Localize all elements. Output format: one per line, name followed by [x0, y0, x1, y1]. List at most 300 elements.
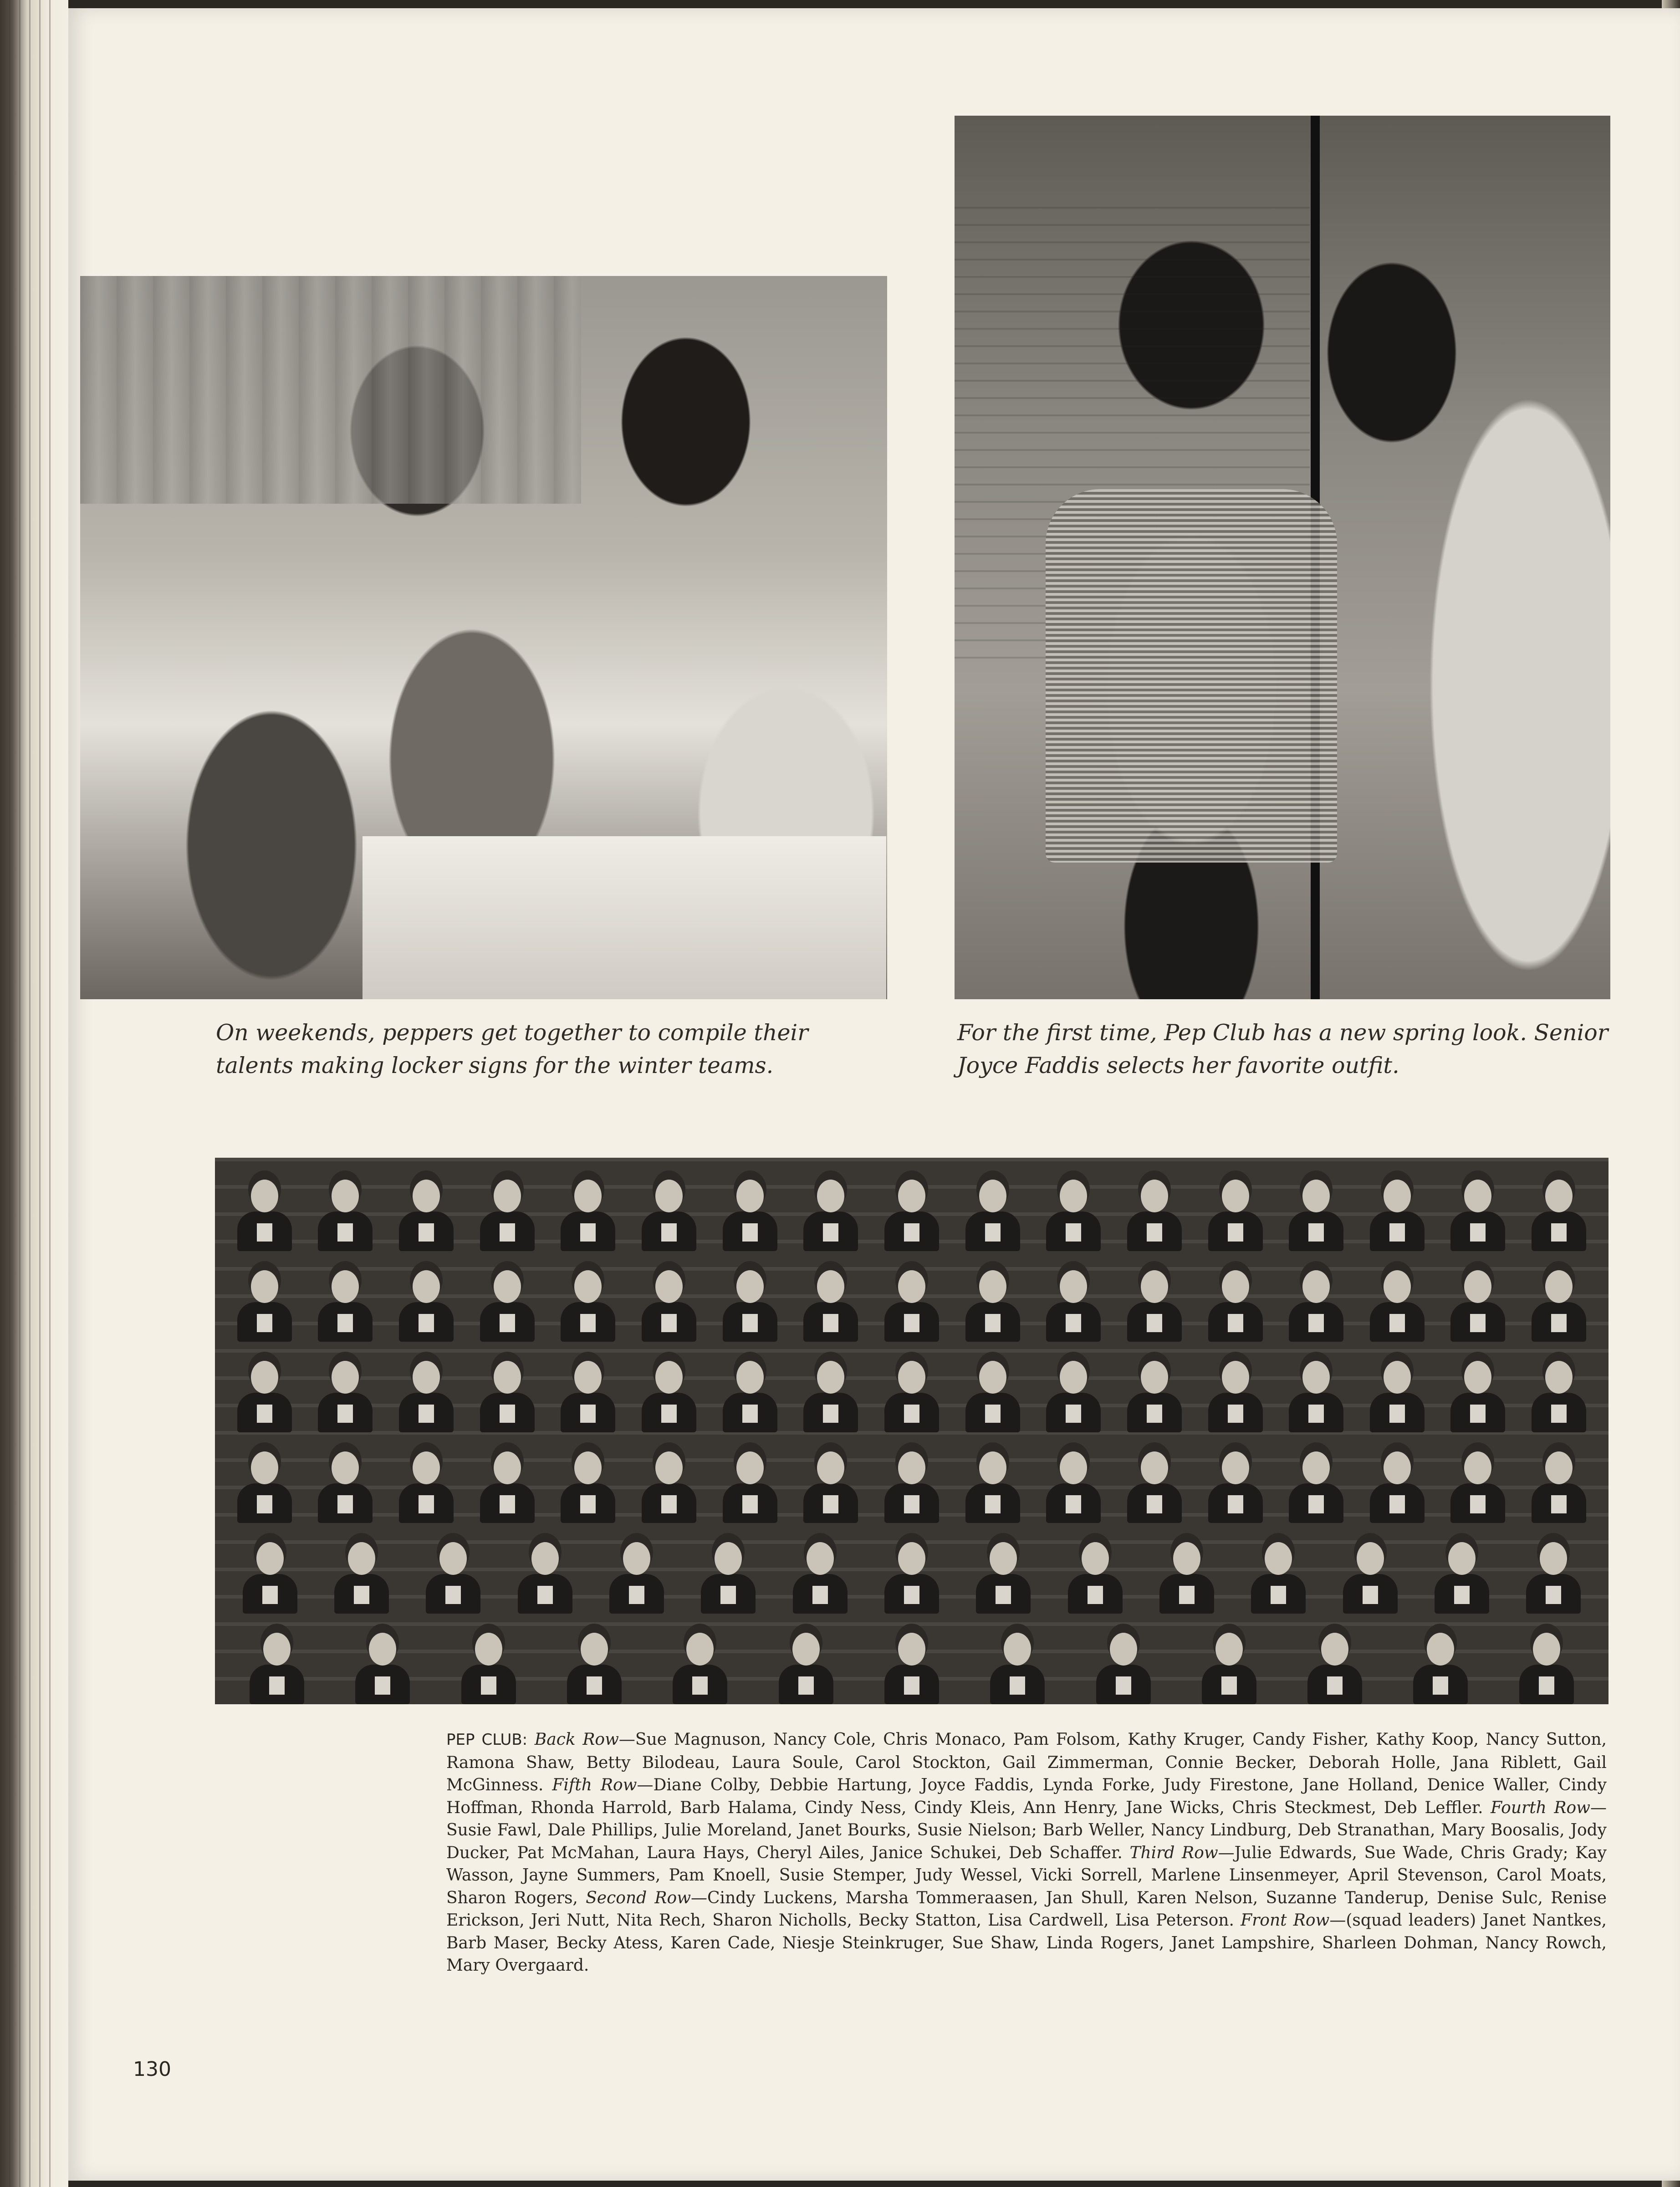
member-face	[1427, 1633, 1454, 1666]
club-member-figure	[1444, 1176, 1512, 1251]
sweater-letter-patch	[904, 1586, 919, 1604]
sweater-letter-patch	[1066, 1405, 1081, 1423]
club-member-figure	[1525, 1448, 1593, 1523]
sweater-letter-patch	[500, 1223, 515, 1242]
member-face	[736, 1180, 764, 1212]
sweater-letter-patch	[1470, 1405, 1486, 1423]
sweater-letter-patch	[1147, 1314, 1162, 1332]
member-face	[1060, 1270, 1087, 1303]
club-member-figure	[1525, 1267, 1593, 1342]
member-face	[898, 1451, 925, 1484]
member-face	[348, 1542, 375, 1575]
member-face	[1384, 1451, 1411, 1484]
roster-club-name: PEP CLUB:	[446, 1731, 528, 1749]
member-face	[898, 1361, 925, 1394]
sweater-letter-patch	[1308, 1405, 1324, 1423]
sweater-letter-patch	[720, 1586, 736, 1604]
sweater-letter-patch	[419, 1314, 434, 1332]
club-member-figure	[878, 1538, 946, 1614]
club-member-figure	[1282, 1176, 1350, 1251]
roster-row-label: Third Row	[1129, 1843, 1218, 1862]
sweater-letter-patch	[798, 1676, 814, 1695]
sweater-letter-patch	[1088, 1586, 1103, 1604]
member-face	[1215, 1633, 1243, 1666]
sweater-letter-patch	[419, 1495, 434, 1513]
sweater-letter-patch	[1271, 1586, 1286, 1604]
member-face	[1222, 1361, 1249, 1394]
sweater-letter-patch	[337, 1223, 353, 1242]
club-member-figure	[878, 1357, 946, 1432]
sweater-letter-patch	[661, 1314, 677, 1332]
member-face	[655, 1180, 683, 1212]
member-face	[792, 1633, 820, 1666]
roster-row-label: Fourth Row	[1491, 1798, 1590, 1817]
member-face	[817, 1361, 844, 1394]
sweater-letter-patch	[580, 1405, 596, 1423]
sweater-letter-patch	[1066, 1223, 1081, 1242]
club-member-figure	[959, 1176, 1027, 1251]
member-face	[898, 1180, 925, 1212]
roster-row-names: —Cindy Luckens, Marsha Tommeraasen, Jan Shull, Karen Nelson, Suzanne Tanderup, Denise Sulc, Renise Erickson, Jeri Nutt, Nita Rech, Sharon Nicholls, Becky Statton, Lisa Cardwell, Lisa Peterson.	[446, 1888, 1607, 1930]
member-face	[1302, 1451, 1330, 1484]
member-face	[817, 1451, 844, 1484]
club-member-figure	[1282, 1448, 1350, 1523]
sweater-letter-patch	[1147, 1223, 1162, 1242]
club-member-figure	[554, 1357, 622, 1432]
sweater-letter-patch	[354, 1586, 369, 1604]
club-member-figure	[1120, 1267, 1189, 1342]
sweater-letter-patch	[269, 1676, 285, 1695]
club-member-figure	[392, 1176, 460, 1251]
sweater-letter-patch	[1551, 1405, 1567, 1423]
club-member-figure	[666, 1629, 734, 1704]
club-member-figure	[473, 1357, 541, 1432]
member-face	[1110, 1633, 1137, 1666]
sweater-letter-patch	[823, 1223, 838, 1242]
club-member-figure	[554, 1448, 622, 1523]
club-member-figure	[1195, 1629, 1263, 1704]
member-face	[251, 1270, 278, 1303]
club-member-figure	[473, 1267, 541, 1342]
member-face	[1222, 1270, 1249, 1303]
club-member-figure	[236, 1538, 304, 1614]
club-member-figure	[392, 1357, 460, 1432]
member-face	[251, 1180, 278, 1212]
club-member-figure	[1444, 1448, 1512, 1523]
group-photo-row	[224, 1176, 1599, 1251]
sweater-letter-patch	[1228, 1405, 1243, 1423]
club-member-figure	[1153, 1538, 1221, 1614]
member-face	[413, 1180, 440, 1212]
sweater-letter-patch	[1389, 1495, 1405, 1513]
sweater-letter-patch	[823, 1314, 838, 1332]
roster-row-label: Back Row	[534, 1730, 619, 1749]
member-face	[623, 1542, 650, 1575]
member-face	[1464, 1270, 1491, 1303]
sweater-letter-patch	[1147, 1495, 1162, 1513]
member-face	[990, 1542, 1017, 1575]
club-member-figure	[1039, 1357, 1108, 1432]
roster-row-names: —Diane Colby, Debbie Hartung, Joyce Faddis, Lynda Forke, Judy Firestone, Jane Holland, Denice Waller, Cindy Hoffman, Rhonda Harrold, Barb Halama, Cindy Ness, Cindy Kleis, Ann Henry, Jane Wicks, Chris Steckmest, Deb Leffler.	[446, 1776, 1607, 1817]
roster-row-label: Fifth Row	[552, 1776, 637, 1794]
member-face	[251, 1361, 278, 1394]
sweater-letter-patch	[1539, 1676, 1554, 1695]
sweater-letter-patch	[580, 1314, 596, 1332]
member-face	[1302, 1180, 1330, 1212]
member-face	[251, 1451, 278, 1484]
member-face	[332, 1361, 359, 1394]
club-member-figure	[797, 1448, 865, 1523]
member-face	[332, 1451, 359, 1484]
club-member-figure	[1406, 1629, 1475, 1704]
sweater-letter-patch	[500, 1495, 515, 1513]
sweater-letter-patch	[1221, 1676, 1237, 1695]
sweater-letter-patch	[1551, 1495, 1567, 1513]
sweater-letter-patch	[1179, 1586, 1195, 1604]
sweater-letter-patch	[629, 1586, 644, 1604]
member-face	[979, 1451, 1006, 1484]
club-member-figure	[419, 1538, 487, 1614]
member-face	[1141, 1361, 1168, 1394]
sweater-letter-patch	[445, 1586, 461, 1604]
sweater-letter-patch	[1066, 1314, 1081, 1332]
sweater-letter-patch	[661, 1495, 677, 1513]
member-face	[574, 1361, 602, 1394]
member-face	[494, 1180, 521, 1212]
club-member-figure	[1363, 1448, 1431, 1523]
member-face	[736, 1270, 764, 1303]
club-member-figure	[230, 1176, 299, 1251]
member-face	[1384, 1270, 1411, 1303]
club-member-figure	[797, 1176, 865, 1251]
sweater-letter-patch	[419, 1223, 434, 1242]
member-face	[715, 1542, 742, 1575]
sweater-letter-patch	[262, 1586, 278, 1604]
member-face	[1302, 1361, 1330, 1394]
sweater-letter-patch	[985, 1314, 1001, 1332]
club-member-figure	[1444, 1267, 1512, 1342]
club-member-figure	[959, 1357, 1027, 1432]
club-member-figure	[772, 1629, 840, 1704]
sweater-letter-patch	[337, 1314, 353, 1332]
group-photo-row	[224, 1357, 1599, 1432]
pep-club-group-photo	[215, 1158, 1609, 1704]
roster-row-names: —(squad leaders) Janet Nantkes, Barb Maser, Becky Atess, Karen Cade, Niesje Steinkruger, Sue Shaw, Linda Rogers, Janet Lampshire, Sharleen Dohman, Nancy Rowch, Mary Overgaard.	[446, 1911, 1607, 1975]
sweater-letter-patch	[1327, 1676, 1343, 1695]
club-member-figure	[635, 1357, 703, 1432]
member-face	[1545, 1451, 1573, 1484]
club-member-figure	[1525, 1176, 1593, 1251]
sweater-letter-patch	[823, 1405, 838, 1423]
member-face	[494, 1451, 521, 1484]
member-face	[1082, 1542, 1109, 1575]
sweater-letter-patch	[1470, 1314, 1486, 1332]
club-member-figure	[878, 1267, 946, 1342]
club-member-figure	[959, 1267, 1027, 1342]
club-member-figure	[694, 1538, 762, 1614]
roster-row-label: Second Row	[586, 1888, 691, 1907]
member-face	[1141, 1270, 1168, 1303]
member-face	[1464, 1451, 1491, 1484]
club-member-figure	[392, 1267, 460, 1342]
sweater-letter-patch	[985, 1223, 1001, 1242]
sweater-letter-patch	[1551, 1223, 1567, 1242]
sweater-letter-patch	[257, 1314, 272, 1332]
sweater-letter-patch	[742, 1495, 758, 1513]
sweater-letter-patch	[1308, 1223, 1324, 1242]
club-member-figure	[230, 1357, 299, 1432]
member-face	[574, 1451, 602, 1484]
club-member-figure	[473, 1176, 541, 1251]
sweater-letter-patch	[1389, 1314, 1405, 1332]
member-face	[332, 1270, 359, 1303]
club-member-figure	[1039, 1176, 1108, 1251]
club-member-figure	[511, 1538, 579, 1614]
club-member-figure	[786, 1538, 854, 1614]
member-face	[1357, 1542, 1384, 1575]
club-member-figure	[1201, 1267, 1270, 1342]
member-face	[655, 1270, 683, 1303]
sweater-letter-patch	[1308, 1314, 1324, 1332]
member-face	[1265, 1542, 1292, 1575]
club-member-figure	[1525, 1357, 1593, 1432]
roster-row-names: —Julie Edwards, Sue Wade, Chris Grady; Kay Wasson, Jayne Summers, Pam Knoell, Susie Stemper, Judy Wessel, Vicki Sorrell, Marlene Linsenmeyer, April Stevenson, Carol Moats, Sharon Rogers,	[446, 1843, 1607, 1907]
club-member-figure	[230, 1267, 299, 1342]
club-member-figure	[1039, 1448, 1108, 1523]
club-member-figure	[311, 1448, 379, 1523]
club-member-figure	[878, 1176, 946, 1251]
member-face	[1222, 1180, 1249, 1212]
member-face	[369, 1633, 396, 1666]
sweater-letter-patch	[985, 1495, 1001, 1513]
club-member-figure	[959, 1448, 1027, 1523]
member-face	[807, 1542, 834, 1575]
sweater-letter-patch	[481, 1676, 496, 1695]
book-spine	[0, 0, 68, 2187]
club-member-figure	[311, 1176, 379, 1251]
member-face	[1464, 1361, 1491, 1394]
sweater-letter-patch	[904, 1314, 919, 1332]
member-face	[263, 1633, 291, 1666]
club-member-figure	[1120, 1176, 1189, 1251]
member-face	[531, 1542, 559, 1575]
sweater-letter-patch	[1470, 1495, 1486, 1513]
sweater-letter-patch	[996, 1586, 1011, 1604]
club-member-figure	[716, 1357, 784, 1432]
club-member-figure	[554, 1176, 622, 1251]
sweater-letter-patch	[500, 1405, 515, 1423]
roster-row-names: —Sue Magnuson, Nancy Cole, Chris Monaco, Pam Folsom, Kathy Kruger, Candy Fisher, Kathy Koop, Nancy Sutton, Ramona Shaw, Betty Bilodeau, Laura Soule, Carol Stockton, Gail Zimmerman, Connie Becker, Deborah Holle, Jana Riblett, Gail McGinness.	[446, 1730, 1607, 1794]
club-member-figure	[878, 1629, 946, 1704]
member-face	[1141, 1180, 1168, 1212]
sweater-letter-patch	[1010, 1676, 1025, 1695]
member-face	[1545, 1270, 1573, 1303]
member-face	[736, 1361, 764, 1394]
club-member-figure	[560, 1629, 628, 1704]
member-face	[581, 1633, 608, 1666]
sweater-letter-patch	[1228, 1314, 1243, 1332]
club-member-figure	[797, 1267, 865, 1342]
sweater-letter-patch	[257, 1405, 272, 1423]
pep-club-roster	[446, 1728, 1607, 1977]
club-member-figure	[311, 1357, 379, 1432]
member-face	[494, 1361, 521, 1394]
member-face	[898, 1542, 925, 1575]
member-face	[256, 1542, 284, 1575]
member-face	[439, 1542, 467, 1575]
member-face	[475, 1633, 502, 1666]
member-face	[655, 1451, 683, 1484]
club-member-figure	[392, 1448, 460, 1523]
member-face	[413, 1270, 440, 1303]
member-face	[1060, 1451, 1087, 1484]
member-face	[332, 1180, 359, 1212]
sweater-letter-patch	[580, 1223, 596, 1242]
group-photo-row	[224, 1538, 1599, 1614]
club-member-figure	[716, 1176, 784, 1251]
member-face	[494, 1270, 521, 1303]
sweater-letter-patch	[661, 1405, 677, 1423]
member-face	[686, 1633, 714, 1666]
roster-row-label: Front Row	[1241, 1911, 1330, 1930]
member-face	[1060, 1180, 1087, 1212]
sweater-letter-patch	[904, 1405, 919, 1423]
club-member-figure	[327, 1538, 396, 1614]
striped-turtleneck	[1046, 489, 1337, 863]
member-face	[655, 1361, 683, 1394]
club-member-figure	[473, 1448, 541, 1523]
member-face	[1060, 1361, 1087, 1394]
member-face	[1222, 1451, 1249, 1484]
member-face	[574, 1180, 602, 1212]
sweater-letter-patch	[1433, 1676, 1448, 1695]
sweater-letter-patch	[1228, 1223, 1243, 1242]
member-face	[1141, 1451, 1168, 1484]
club-member-figure	[1282, 1267, 1350, 1342]
club-member-figure	[635, 1448, 703, 1523]
member-face	[817, 1180, 844, 1212]
sweater-letter-patch	[500, 1314, 515, 1332]
member-face	[1173, 1542, 1200, 1575]
sweater-letter-patch	[1228, 1495, 1243, 1513]
sweater-letter-patch	[580, 1495, 596, 1513]
sweater-letter-patch	[985, 1405, 1001, 1423]
club-member-figure	[1120, 1448, 1189, 1523]
member-face	[817, 1270, 844, 1303]
sweater-letter-patch	[1454, 1586, 1470, 1604]
sweater-letter-patch	[1551, 1314, 1567, 1332]
member-face	[413, 1361, 440, 1394]
member-face	[1540, 1542, 1567, 1575]
club-member-figure	[1363, 1267, 1431, 1342]
club-member-figure	[716, 1448, 784, 1523]
sweater-letter-patch	[904, 1495, 919, 1513]
club-member-figure	[1061, 1538, 1129, 1614]
table-with-signs	[363, 836, 886, 999]
club-member-figure	[969, 1538, 1037, 1614]
member-face	[1321, 1633, 1348, 1666]
club-member-figure	[1301, 1629, 1369, 1704]
member-face	[1384, 1180, 1411, 1212]
photo-joyce-faddis-outfit	[955, 116, 1610, 999]
club-member-figure	[1282, 1357, 1350, 1432]
club-member-figure	[1201, 1176, 1270, 1251]
photo-making-locker-signs	[80, 276, 887, 999]
sweater-letter-patch	[661, 1223, 677, 1242]
club-member-figure	[454, 1629, 523, 1704]
member-face	[574, 1270, 602, 1303]
club-member-figure	[983, 1629, 1052, 1704]
member-face	[979, 1270, 1006, 1303]
club-member-figure	[635, 1176, 703, 1251]
sweater-letter-patch	[1363, 1586, 1378, 1604]
sweater-letter-patch	[812, 1586, 828, 1604]
sweater-letter-patch	[742, 1223, 758, 1242]
sweater-letter-patch	[537, 1586, 553, 1604]
sweater-letter-patch	[1470, 1223, 1486, 1242]
club-member-figure	[878, 1448, 946, 1523]
club-member-figure	[1444, 1357, 1512, 1432]
club-member-figure	[1244, 1538, 1312, 1614]
club-member-figure	[230, 1448, 299, 1523]
sweater-letter-patch	[1389, 1223, 1405, 1242]
sweater-letter-patch	[257, 1495, 272, 1513]
sweater-letter-patch	[337, 1495, 353, 1513]
club-member-figure	[348, 1629, 417, 1704]
caption-locker-signs: On weekends, peppers get together to compile their talents making locker signs for the winter teams.	[216, 1020, 808, 1078]
sweater-letter-patch	[419, 1405, 434, 1423]
club-member-figure	[635, 1267, 703, 1342]
member-face	[1533, 1633, 1560, 1666]
group-photo-row	[224, 1267, 1599, 1342]
sweater-letter-patch	[337, 1405, 353, 1423]
sweater-letter-patch	[904, 1223, 919, 1242]
club-member-figure	[1363, 1176, 1431, 1251]
club-member-figure	[797, 1357, 865, 1432]
member-face	[1384, 1361, 1411, 1394]
member-face	[1464, 1180, 1491, 1212]
sweater-letter-patch	[904, 1676, 919, 1695]
sweater-letter-patch	[692, 1676, 708, 1695]
member-face	[1448, 1542, 1476, 1575]
member-face	[1302, 1270, 1330, 1303]
club-member-figure	[1201, 1448, 1270, 1523]
sweater-letter-patch	[1308, 1495, 1324, 1513]
club-member-figure	[1428, 1538, 1496, 1614]
club-member-figure	[1512, 1629, 1581, 1704]
club-member-figure	[1363, 1357, 1431, 1432]
club-member-figure	[716, 1267, 784, 1342]
club-member-figure	[1089, 1629, 1158, 1704]
sweater-letter-patch	[257, 1223, 272, 1242]
club-member-figure	[1120, 1357, 1189, 1432]
club-member-figure	[311, 1267, 379, 1342]
sweater-letter-patch	[1546, 1586, 1561, 1604]
sweater-letter-patch	[1116, 1676, 1131, 1695]
member-face	[898, 1270, 925, 1303]
member-face	[1004, 1633, 1031, 1666]
member-face	[413, 1451, 440, 1484]
club-member-figure	[1039, 1267, 1108, 1342]
club-member-figure	[554, 1267, 622, 1342]
sweater-letter-patch	[375, 1676, 390, 1695]
member-face	[1545, 1180, 1573, 1212]
sweater-letter-patch	[587, 1676, 602, 1695]
sweater-letter-patch	[742, 1405, 758, 1423]
club-member-figure	[1519, 1538, 1588, 1614]
group-rows	[224, 1176, 1599, 1704]
sweater-letter-patch	[1066, 1495, 1081, 1513]
